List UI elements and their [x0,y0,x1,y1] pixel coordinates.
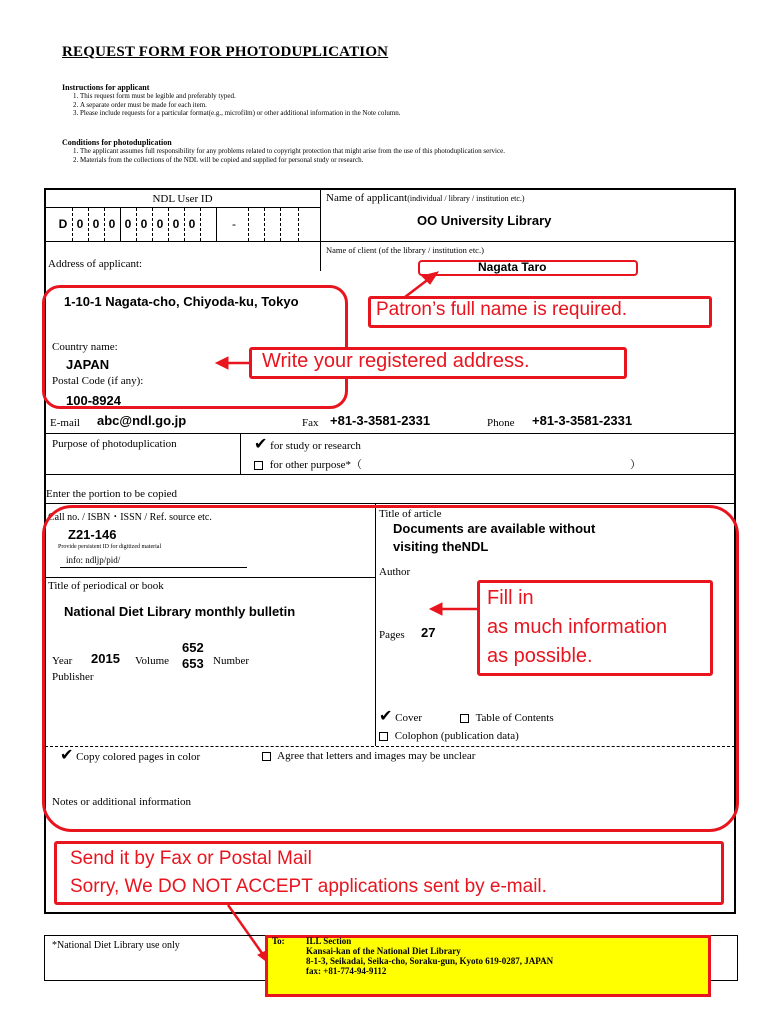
purpose-label: Purpose of photoduplication [52,438,177,450]
callout-fill-line: Fill in [487,587,534,609]
callout-fill-line: as much information [487,616,668,638]
purpose-option-other[interactable]: for other purpose*（ [254,456,362,472]
to-address-line: Kansai-kan of the National Diet Library [306,946,461,956]
user-id-digit: 0 [188,217,196,231]
client-label: Name of client (of the library / institution etc.) [326,245,484,255]
instruction-item: 1. This request form must be legible and preferably typed. [80,92,742,101]
volume-value-2[interactable]: 653 [182,656,204,671]
user-id-digit: 0 [124,217,132,231]
article-label: Title of article [379,508,442,520]
pages-label: Pages [379,629,405,641]
conditions-heading: Conditions for photoduplication [62,138,172,147]
phone-value[interactable]: +81-3-3581-2331 [532,413,633,428]
address-label: Address of applicant: [48,258,143,270]
option-color[interactable]: ✔ Copy colored pages in color [60,745,201,764]
to-address-line: 8-1-3, Seikadai, Seika-cho, Soraku-gun, Kyoto 619-0287, JAPAN [306,956,554,966]
to-address-line: fax: +81-774-94-9112 [306,966,387,976]
volume-value-1[interactable]: 652 [182,640,204,655]
user-id-digit: D [58,217,68,231]
callout-send-line: Send it by Fax or Postal Mail [70,848,312,869]
callno-value[interactable]: Z21-146 [68,527,117,542]
callout-send-line: Sorry, We DO NOT ACCEPT applications sent by e-mail. [70,876,547,897]
purpose-close-paren: ） [630,459,641,471]
ndl-use-label: *National Diet Library use only [52,940,180,951]
callout-address-text: Write your registered address. [262,350,530,372]
option-cover[interactable]: ✔ Cover [379,706,423,725]
user-id-digit: 0 [92,217,100,231]
instruction-item: 3. Please include requests for a particular format(e.g., microfilm) or other additional information in the Note column. [80,109,742,118]
client-value[interactable]: Nagata Taro [478,260,547,274]
fax-label: Fax [302,417,319,429]
volume-label: Volume [135,655,170,667]
year-label: Year [52,655,73,667]
user-id-label: NDL User ID [152,193,213,205]
option-colophon[interactable]: Colophon (publication data) [379,730,519,742]
article-value-line1[interactable]: Documents are available without [393,521,596,536]
to-address [306,936,553,976]
option-unclear[interactable]: Agree that letters and images may be unclear [262,750,475,762]
author-label: Author [379,566,411,578]
article-value-line2[interactable]: visiting theNDL [393,539,489,554]
country-label: Country name: [52,341,118,353]
callout-fill-line: as possible. [487,645,593,667]
option-toc[interactable]: Table of Contents [460,712,554,724]
instructions-heading: Instructions for applicant [62,83,150,92]
callno-label: Call no. / ISBN・ISSN / Ref. source etc. [48,512,212,523]
periodical-value[interactable]: National Diet Library monthly bulletin [64,604,296,619]
notes-label: Notes or additional information [52,796,191,808]
applicant-value[interactable]: OO University Library [417,213,552,228]
email-value[interactable]: abc@ndl.go.jp [97,413,187,428]
applicant-label: Name of applicant(individual / library / institution etc.) [326,192,525,204]
user-id-digit: 0 [76,217,84,231]
purpose-option-study[interactable]: ✔ for study or research [254,434,361,453]
instruction-item: 2. A separate order must be made for each item. [80,101,742,110]
address-value[interactable]: 1-10-1 Nagata-cho, Chiyoda-ku, Tokyo [64,294,299,309]
to-address-line: ILL Section [306,936,352,946]
check-icon: ✔ [60,745,74,764]
user-id-digit: 0 [172,217,180,231]
country-value[interactable]: JAPAN [66,357,110,372]
year-value[interactable]: 2015 [91,651,120,666]
user-id-digit: 0 [156,217,164,231]
periodical-label: Title of periodical or book [48,580,164,592]
user-id-digit: 0 [108,217,116,231]
postal-label: Postal Code (if any): [52,375,144,387]
fax-value[interactable]: +81-3-3581-2331 [330,413,431,428]
to-label: To: [272,936,285,946]
number-label: Number [213,655,250,667]
condition-item: 1. The applicant assumes full responsibility for any problems related to copyright protection that might arise from the use of this photoduplication service. [80,147,742,156]
user-id-digit: 0 [140,217,148,231]
portion-label: Enter the portion to be copied [46,488,178,500]
check-icon: ✔ [379,706,393,725]
callout-client-text: Patron’s full name is required. [376,299,627,320]
phone-label: Phone [487,417,515,429]
callno-note: Provide persistent ID for digitized material [58,544,162,550]
publisher-label: Publisher [52,671,94,683]
postal-value[interactable]: 100-8924 [66,393,121,408]
condition-item: 2. Materials from the collections of the NDL will be copied and supplied for personal study or research. [80,156,742,165]
callno-info[interactable]: info: ndljp/pid/ [66,555,121,565]
check-icon: ✔ [254,434,268,453]
user-id-dash: - [232,217,236,231]
pages-value[interactable]: 27 [421,625,436,640]
page-title: REQUEST FORM FOR PHOTODUPLICATION [62,44,389,60]
email-label: E-mail [50,417,80,429]
